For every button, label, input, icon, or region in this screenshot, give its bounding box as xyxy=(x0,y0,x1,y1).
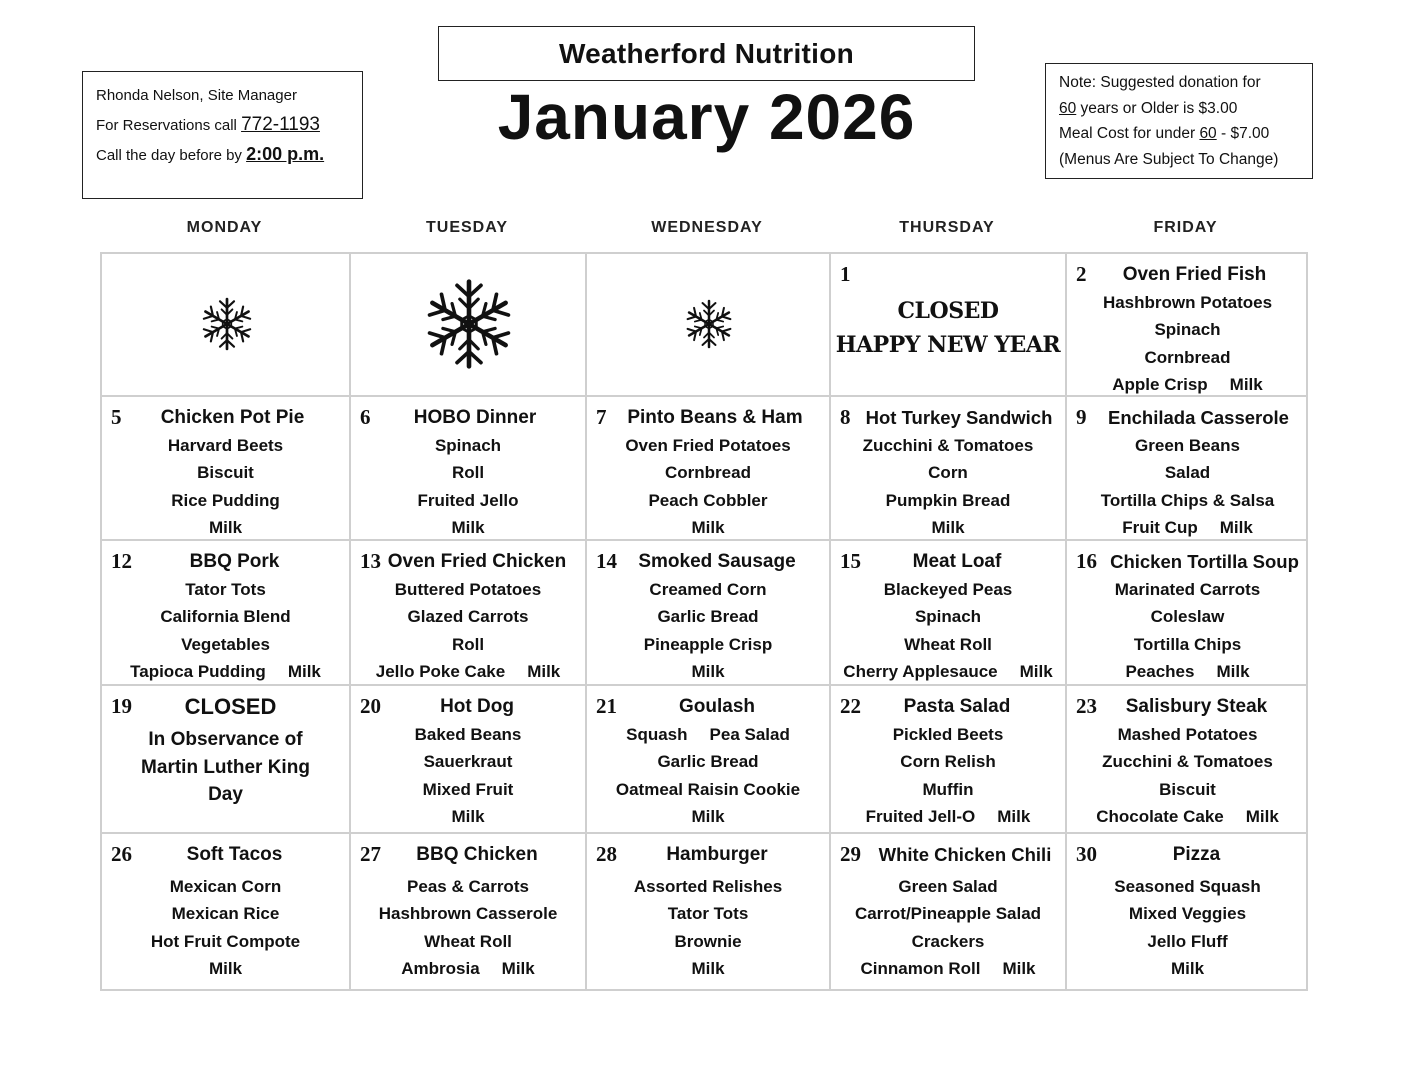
closed-label: CLOSED xyxy=(897,298,999,324)
menu-item: Garlic Bread xyxy=(657,607,759,627)
day-cell-2 xyxy=(1067,254,1308,397)
day-cell-30 xyxy=(1067,834,1308,989)
main-dish: Meat Loaf xyxy=(912,551,1002,572)
menu-item: Garlic Bread xyxy=(657,752,759,772)
reservation-line: For Reservations call 772-1193 xyxy=(96,114,320,135)
day-cell-1 xyxy=(831,254,1067,397)
menu-item: Spinach xyxy=(1154,320,1221,340)
side-dishes xyxy=(351,432,585,541)
menu-item: Mixed Fruit xyxy=(422,779,514,799)
day-number: 5 xyxy=(111,405,122,429)
menu-item: Cinnamon Roll Milk xyxy=(860,958,1036,978)
menu-item: Squash Pea Salad xyxy=(626,725,790,744)
day-number: 27 xyxy=(360,842,381,866)
day-cell-16 xyxy=(1067,541,1308,686)
day-number: 6 xyxy=(360,405,371,429)
main-dish: Pizza xyxy=(1172,844,1221,865)
day-number: 22 xyxy=(840,694,861,718)
menu-item: Milk xyxy=(931,517,965,537)
day-cell-28 xyxy=(587,834,831,989)
main-dish: BBQ Pork xyxy=(189,551,280,572)
side-dishes xyxy=(1067,289,1308,398)
menu-item: Tator Tots xyxy=(667,904,749,924)
day-number: 2 xyxy=(1076,262,1087,286)
side-dishes xyxy=(587,576,829,685)
weekday-monday: MONDAY xyxy=(186,219,263,236)
main-dish: Chicken Tortilla Soup xyxy=(1110,551,1299,572)
menu-item: Chocolate Cake Milk xyxy=(1096,806,1279,826)
menu-item: Ambrosia Milk xyxy=(401,958,535,978)
day-number: 12 xyxy=(111,549,132,573)
menu-item: Sauerkraut xyxy=(423,752,513,772)
day-cell-21 xyxy=(587,686,831,834)
menu-item: Vegetables xyxy=(181,634,270,654)
menu-item: Pineapple Crisp xyxy=(643,634,773,654)
menu-item: Muffin xyxy=(922,779,974,799)
menu-item: Crackers xyxy=(911,931,985,951)
day-number: 7 xyxy=(596,405,607,429)
day-cell-7 xyxy=(587,397,831,541)
organization-title: Weatherford Nutrition xyxy=(438,26,975,81)
main-dish: Oven Fried Fish xyxy=(1122,264,1267,285)
day-number: 29 xyxy=(840,842,861,866)
main-dish: Pinto Beans & Ham xyxy=(627,407,803,428)
menu-item: Tator Tots xyxy=(185,580,266,599)
side-dishes xyxy=(1067,576,1308,685)
menu-item: Salad xyxy=(1164,463,1211,483)
menu-item: Mexican Rice xyxy=(171,904,280,924)
menu-item: Tortilla Chips & Salsa xyxy=(1100,490,1275,510)
main-dish: Hamburger xyxy=(666,844,768,865)
menu-item: Mixed Veggies xyxy=(1128,904,1247,924)
menu-item: Baked Beans xyxy=(414,725,522,744)
side-dishes xyxy=(102,576,349,685)
day-number: 15 xyxy=(840,549,861,573)
side-dishes xyxy=(351,873,585,982)
menu-item: Wheat Roll xyxy=(424,931,512,951)
day-number: 26 xyxy=(111,842,132,866)
menu-item: Corn xyxy=(928,463,968,483)
deadline-line: Call the day before by 2:00 p.m. xyxy=(96,144,325,164)
menu-item: Peaches Milk xyxy=(1125,661,1250,681)
menu-item: Corn Relish xyxy=(900,752,996,772)
day-number: 21 xyxy=(596,694,617,718)
menu-item: Blackeyed Peas xyxy=(883,580,1013,599)
snowflake-icon xyxy=(423,278,515,375)
main-dish: Salisbury Steak xyxy=(1125,696,1268,717)
day-cell-29 xyxy=(831,834,1067,989)
weekday-wednesday: WEDNESDAY xyxy=(651,219,763,236)
day-number: 8 xyxy=(840,405,851,429)
weekday-tuesday: TUESDAY xyxy=(426,219,508,236)
empty-day-cell xyxy=(587,254,831,397)
day-number: 19 xyxy=(111,694,132,718)
menu-item: Roll xyxy=(451,463,485,483)
day-number: 28 xyxy=(596,842,617,866)
observance-note: In Observance of Martin Luther King Day xyxy=(141,729,310,805)
main-dish: Soft Tacos xyxy=(186,844,283,865)
menu-item: Oatmeal Raisin Cookie xyxy=(615,779,801,799)
day-cell-19 xyxy=(102,686,351,834)
menu-item: Creamed Corn xyxy=(649,580,767,599)
main-dish: Smoked Sausage xyxy=(638,551,796,572)
day-cell-9 xyxy=(1067,397,1308,541)
side-dishes xyxy=(831,721,1065,830)
main-dish: White Chicken Chili xyxy=(878,844,1052,865)
snowflake-icon xyxy=(200,297,254,356)
menu-item: Tapioca Pudding Milk xyxy=(130,661,321,681)
weekday-friday: FRIDAY xyxy=(1153,219,1218,236)
empty-day-cell xyxy=(351,254,587,397)
menu-item: Jello Poke Cake Milk xyxy=(375,661,561,681)
reservation-phone: 772-1193 xyxy=(241,114,320,135)
day-number: 16 xyxy=(1076,549,1097,573)
closed-label: CLOSED xyxy=(184,694,277,719)
day-number: 20 xyxy=(360,694,381,718)
side-dishes xyxy=(831,576,1065,685)
menu-item: Roll xyxy=(451,634,485,654)
day-cell-23 xyxy=(1067,686,1308,834)
day-number: 9 xyxy=(1076,405,1087,429)
calendar-grid xyxy=(100,252,1308,991)
menu-item: Cherry Applesauce Milk xyxy=(843,661,1053,681)
menu-item: Milk xyxy=(208,517,243,537)
day-cell-15 xyxy=(831,541,1067,686)
menu-item: Oven Fried Potatoes xyxy=(625,436,791,455)
day-number: 14 xyxy=(596,549,617,573)
main-dish: Enchilada Casserole xyxy=(1108,407,1289,428)
side-dishes xyxy=(587,721,829,830)
menu-item: Hashbrown Potatoes xyxy=(1102,293,1273,312)
menu-item: Green Beans xyxy=(1135,436,1240,455)
menu-item: Pumpkin Bread xyxy=(885,490,1011,510)
menu-item: Apple Crisp Milk xyxy=(1112,374,1263,394)
side-dishes xyxy=(351,576,585,685)
day-cell-22 xyxy=(831,686,1067,834)
main-dish: Oven Fried Chicken xyxy=(387,551,567,572)
day-cell-13 xyxy=(351,541,587,686)
menu-item: Jello Fluff xyxy=(1147,931,1228,951)
side-dishes xyxy=(831,873,1065,982)
weekday-header xyxy=(100,219,1308,241)
side-dishes xyxy=(1067,721,1308,830)
main-dish: BBQ Chicken xyxy=(416,844,538,865)
main-dish: Hot Turkey Sandwich xyxy=(865,407,1053,428)
menu-item: Coleslaw xyxy=(1150,607,1225,627)
main-dish: Pasta Salad xyxy=(903,696,1011,717)
side-dishes xyxy=(587,873,829,982)
menu-item: Peas & Carrots xyxy=(407,877,529,896)
month-title: January 2026 xyxy=(497,81,916,153)
day-number: 23 xyxy=(1076,694,1097,718)
menu-item: California Blend xyxy=(160,607,291,627)
donation-note-box: Note: Suggested donation for 60 years or Older is $3.00 Meal Cost for under 60 - $7.00 (Menus Are Subject To Change) xyxy=(1045,63,1313,179)
menu-item: Zucchini & Tomatoes xyxy=(862,436,1034,455)
menu-item: Biscuit xyxy=(1159,779,1216,799)
menu-item: Mexican Corn xyxy=(169,877,282,896)
menu-item: Peach Cobbler xyxy=(648,490,768,510)
menu-item: Milk xyxy=(691,661,725,681)
side-dishes xyxy=(1067,873,1308,982)
day-cell-14 xyxy=(587,541,831,686)
menu-item: Buttered Potatoes xyxy=(394,580,542,599)
menu-item: Milk xyxy=(691,517,725,537)
holiday-label: HAPPY NEW YEAR xyxy=(835,332,1061,358)
side-dishes xyxy=(351,721,585,830)
deadline-time: 2:00 p.m. xyxy=(246,144,325,164)
snowflake-icon xyxy=(684,299,734,354)
menu-item: Milk xyxy=(451,806,485,826)
empty-day-cell xyxy=(102,254,351,397)
site-manager: Rhonda Nelson, Site Manager xyxy=(96,87,297,104)
menu-item: Milk xyxy=(208,958,243,978)
day-cell-12 xyxy=(102,541,351,686)
main-dish: HOBO Dinner xyxy=(413,407,537,428)
menu-item: Cornbread xyxy=(665,463,751,483)
day-cell-27 xyxy=(351,834,587,989)
menu-item: Seasoned Squash xyxy=(1114,877,1261,896)
side-dishes xyxy=(587,432,829,541)
menu-item: Glazed Carrots xyxy=(407,607,529,627)
menu-item: Spinach xyxy=(434,436,502,455)
menu-item: Brownie xyxy=(674,931,742,951)
menu-item: Mashed Potatoes xyxy=(1117,725,1258,744)
site-info-box xyxy=(82,71,363,199)
menu-item: Assorted Relishes xyxy=(633,877,783,896)
menu-item: Rice Pudding xyxy=(171,490,280,510)
menu-item: Fruited Jello xyxy=(417,490,519,510)
menu-item: Milk xyxy=(691,958,725,978)
menu-item: Green Salad xyxy=(898,877,998,896)
menu-item: Tortilla Chips xyxy=(1133,634,1242,654)
menu-item: Biscuit xyxy=(197,463,254,483)
menu-item: Zucchini & Tomatoes xyxy=(1102,752,1273,772)
menu-item: Wheat Roll xyxy=(904,634,992,654)
side-dishes xyxy=(102,432,349,541)
side-dishes xyxy=(831,432,1065,541)
menu-item: Spinach xyxy=(914,607,982,627)
day-cell-8 xyxy=(831,397,1067,541)
menu-item: Harvard Beets xyxy=(167,436,284,455)
menu-item: Cornbread xyxy=(1144,347,1231,367)
menu-item: Hashbrown Casserole xyxy=(378,904,558,924)
menu-item: Fruited Jell-O Milk xyxy=(865,806,1031,826)
menu-item: Pickled Beets xyxy=(892,725,1004,744)
day-number: 1 xyxy=(840,262,851,286)
side-dishes xyxy=(1067,432,1308,541)
menu-item: Milk xyxy=(451,517,485,537)
menu-item: Fruit Cup Milk xyxy=(1122,517,1253,537)
day-cell-6 xyxy=(351,397,587,541)
menu-item: Hot Fruit Compote xyxy=(150,931,301,951)
menu-item: Carrot/Pineapple Salad xyxy=(854,904,1042,924)
day-number: 13 xyxy=(360,549,381,573)
day-cell-26 xyxy=(102,834,351,989)
day-cell-5 xyxy=(102,397,351,541)
main-dish: Goulash xyxy=(678,696,755,717)
menu-item: Marinated Carrots xyxy=(1114,580,1261,599)
weekday-thursday: THURSDAY xyxy=(899,219,995,236)
side-dishes xyxy=(102,873,349,982)
main-dish: Hot Dog xyxy=(440,696,514,717)
day-number: 30 xyxy=(1076,842,1097,866)
day-cell-20 xyxy=(351,686,587,834)
menu-item: Milk xyxy=(1170,958,1205,978)
main-dish: Chicken Pot Pie xyxy=(160,407,305,428)
menu-item: Milk xyxy=(691,806,725,826)
